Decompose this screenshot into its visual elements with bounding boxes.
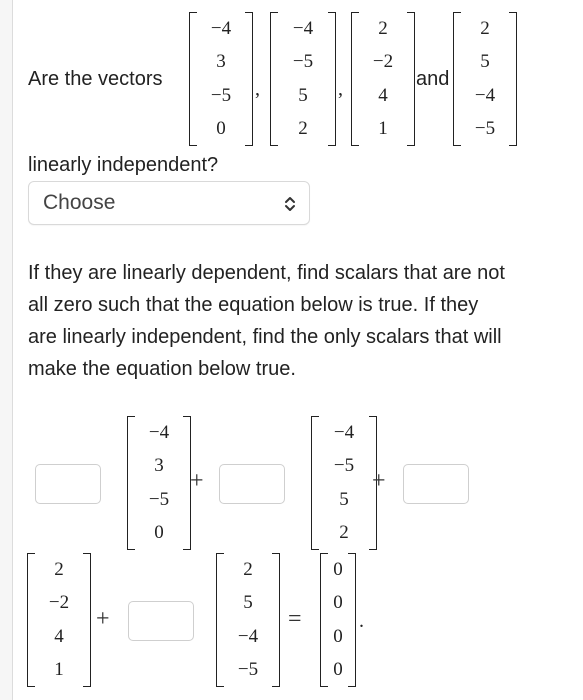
select-value: Choose [43, 191, 116, 214]
vector-entry: 3 [216, 51, 226, 73]
vector-3 [351, 12, 415, 146]
vector-entry: 2 [54, 558, 64, 580]
scalar-input-3[interactable] [403, 464, 469, 504]
equals-sign: = [288, 606, 302, 632]
vector-entry: 0 [216, 118, 226, 140]
comma: , [338, 78, 343, 100]
vector-entry: −5 [237, 659, 259, 681]
vector-entry: 4 [378, 84, 388, 106]
vector-entry: −5 [148, 488, 170, 510]
vector-entry: 0 [333, 592, 343, 614]
up-down-chevron-icon [283, 194, 297, 214]
plus-sign: + [96, 606, 110, 632]
vector-entry: 0 [333, 558, 343, 580]
vector-entry: 2 [480, 17, 490, 39]
vector-entry: 5 [480, 51, 490, 73]
period: . [359, 610, 364, 632]
vector-entry: −4 [237, 625, 259, 647]
question-tail: linearly independent? [28, 154, 219, 176]
instructions-line: all zero such that the equation below is true. If they [28, 294, 479, 316]
vector-4 [453, 12, 517, 146]
equation-vector-4 [216, 553, 280, 687]
equation-vector-1 [127, 416, 191, 550]
vector-entry: 5 [339, 488, 349, 510]
vector-entry: −2 [48, 592, 70, 614]
and-word: and [416, 68, 450, 90]
instructions-line: make the equation below true. [28, 358, 296, 380]
scalar-input-2[interactable] [219, 464, 285, 504]
vector-entry: 2 [378, 17, 388, 39]
vector-entry: 0 [333, 659, 343, 681]
instructions-line: are linearly independent, find the only scalars that will [28, 326, 502, 348]
vector-entry: −4 [210, 17, 232, 39]
vector-entry: 1 [378, 118, 388, 140]
vector-entry: 2 [298, 118, 308, 140]
vector-2 [270, 12, 336, 146]
vector-entry: −5 [210, 84, 232, 106]
scalar-input-4[interactable] [128, 601, 194, 641]
vector-entry: 0 [154, 522, 164, 544]
vector-1 [189, 12, 253, 146]
independence-select[interactable] [28, 181, 310, 225]
vector-entry: −2 [372, 51, 394, 73]
question-panel [12, 0, 583, 700]
vector-entry: −4 [292, 17, 314, 39]
vector-entry: 2 [243, 558, 253, 580]
plus-sign: + [372, 468, 386, 494]
scalar-input-1[interactable] [35, 464, 101, 504]
vector-entry: −4 [333, 421, 355, 443]
vector-entry: 3 [154, 455, 164, 477]
vector-entry: 1 [54, 659, 64, 681]
vector-entry: −4 [148, 421, 170, 443]
vector-entry: 5 [298, 84, 308, 106]
vector-entry: 5 [243, 592, 253, 614]
vector-entry: 2 [339, 522, 349, 544]
instructions-line: If they are linearly dependent, find scalars that are not [28, 262, 505, 284]
plus-sign: + [190, 468, 204, 494]
vector-entry: −5 [333, 455, 355, 477]
question-intro: Are the vectors [28, 68, 163, 90]
zero-vector [320, 553, 356, 687]
vector-entry: 4 [54, 625, 64, 647]
equation-vector-2 [311, 416, 377, 550]
comma: , [255, 78, 260, 100]
vector-entry: −5 [292, 51, 314, 73]
vector-entry: −4 [474, 84, 496, 106]
vector-entry: 0 [333, 625, 343, 647]
vector-entry: −5 [474, 118, 496, 140]
equation-vector-3 [27, 553, 91, 687]
